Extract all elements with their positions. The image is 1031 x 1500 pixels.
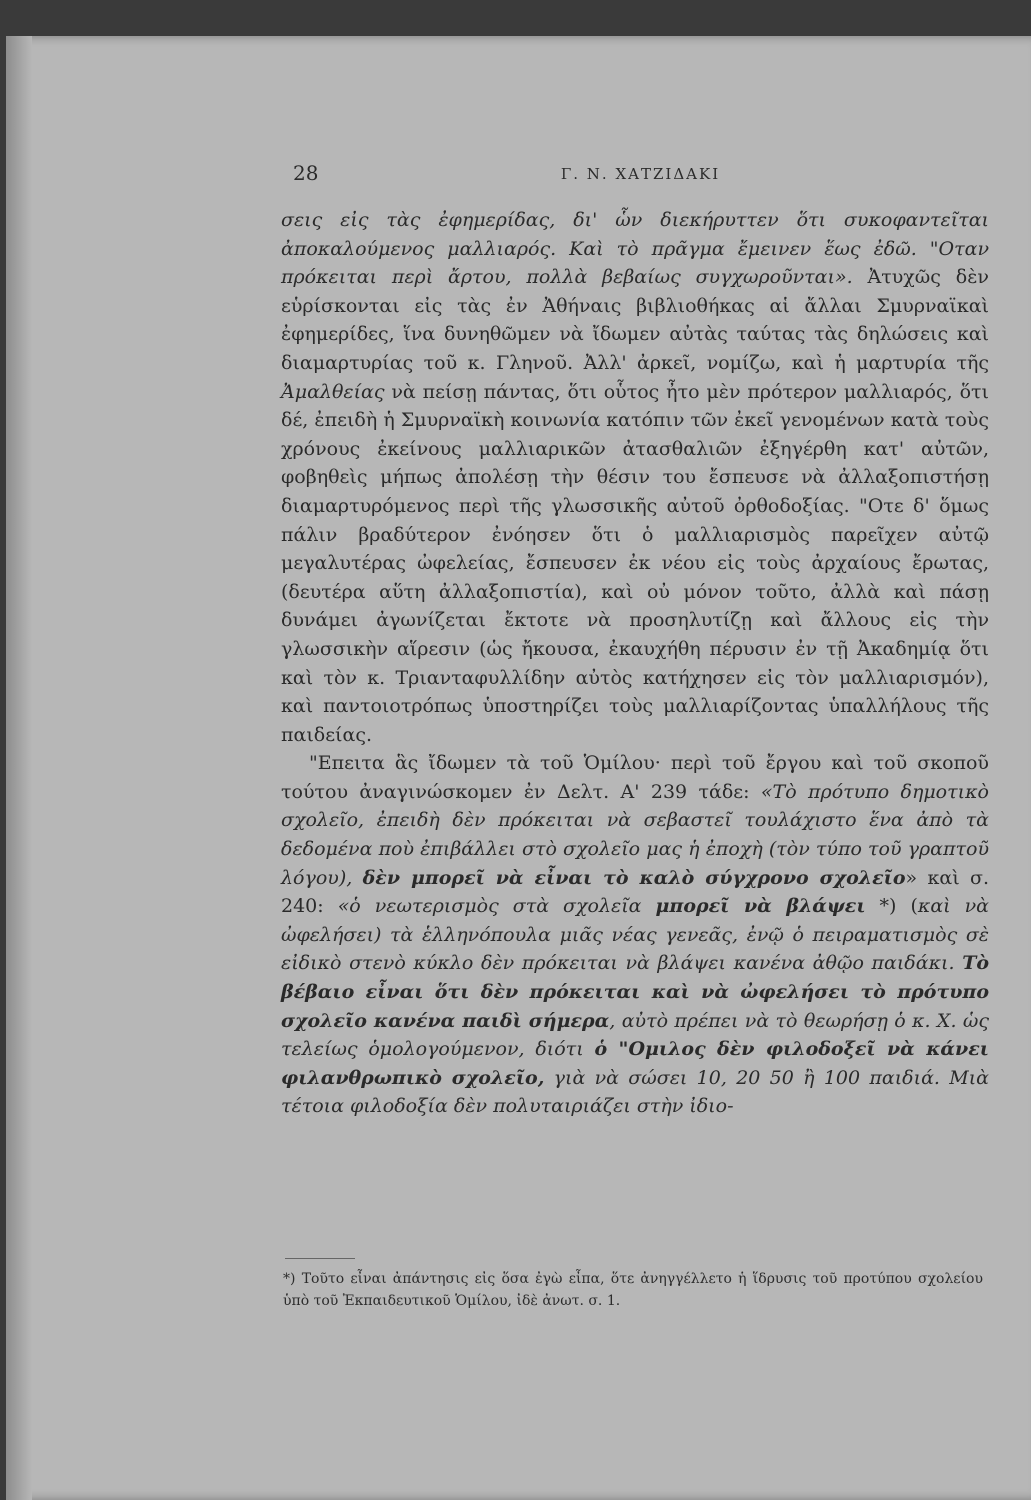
text-run: *) ( xyxy=(865,895,918,918)
paragraph-2 xyxy=(281,749,989,1121)
footnote-text: *) Τοῦτο εἶναι ἀπάντησις εἰς ὅσα ἐγὼ εἶπα, ὅτε ἀνηγγέλλετο ἡ ἵδρυσις τοῦ προτύπου σχολείου ὑπὸ τοῦ Ἐκπαιδευτικοῦ Ὁμίλου, ἰδὲ ἀνωτ. σ. 1. xyxy=(283,1271,983,1309)
journal-name: Ἀμαλθείας xyxy=(281,380,385,403)
page-number: 28 xyxy=(293,161,319,185)
emphasis-text: δὲν μπορεῖ νὰ εἶναι τὸ καλὸ σύγχρονο σχολεῖο xyxy=(362,866,906,889)
paragraph-1 xyxy=(281,206,989,749)
quote-text: «Τὸ πρότυπο δημοτικὸ σχολεῖο, ἐπειδὴ δὲν πρόκειται νὰ σεβαστεῖ τουλάχιστο ἕνα ἀπὸ τὰ δεδομένα ποὺ ἐπιβάλλει στὸ σχολεῖο μας ἡ ἐποχὴ (τὸν τύπο τοῦ γραπτοῦ λόγου), xyxy=(281,780,989,889)
running-title: Γ. Ν. ΧΑΤΖΙΔΑΚΙ xyxy=(560,165,721,183)
text-run: Ἀτυχῶς δὲν εὑρίσκονται εἰς τὰς ἐν Ἀθήναις βιβλιοθήκας αἱ ἄλλαι Σμυρναϊκαὶ ἐφημερίδες, ἵνα δυνηθῶμεν νὰ ἴδωμεν αὐτὰς ταύτας τὰς δηλώσεις καὶ διαμαρτυρίας τοῦ κ. Γληνοῦ. Ἀλλ' ἀρκεῖ, νομίζω, καὶ ἡ μαρτυρία τῆς xyxy=(281,266,989,374)
emphasis-text: μπορεῖ νὰ βλάψει xyxy=(655,895,866,918)
page-header xyxy=(293,161,988,191)
quote-text: γιὰ νὰ σώσει 10, 20 50 ἢ 100 παιδιά. Μιὰ τέτοια φιλοδοξία δὲν πολυταιριάζει στὴν ἰδιο- xyxy=(281,1066,989,1118)
emphasis-text: Τὸ βέβαιο εἶναι ὅτι δὲν πρόκειται καὶ νὰ ὠφελήσει τὸ πρότυπο σχολεῖο κανένα παιδὶ σήμερα xyxy=(281,952,989,1032)
quote-text: , αὐτὸ πρέπει νὰ τὸ θεωρήσῃ ὁ κ. Χ. ὡς τελείως ὁμολογούμενον, διότι xyxy=(281,1009,990,1061)
quote-text: σεις εἰς τὰς ἐφημερίδας, δι' ὧν διεκήρυττεν ὅτι συκοφαντεῖται ἀποκαλούμενος μαλλιαρός. Καὶ τὸ πρᾶγμα ἔμεινεν ἕως ἐδῶ. "Οταν πρόκειται περὶ ἄρτου, πολλὰ βεβαίως συγχωροῦνται». xyxy=(281,209,989,289)
body-text xyxy=(281,206,989,1121)
text-run: "Επειτα ἃς ἴδωμεν τὰ τοῦ Ὁμίλου· περὶ τοῦ ἔργου καὶ τοῦ σκοποῦ τούτου ἀναγινώσκομεν ἐν Δελτ. Α' 239 τάδε: xyxy=(281,752,989,803)
emphasis-text: ὁ "Ομιλος δὲν φιλοδοξεῖ νὰ κάνει φιλανθρωπικὸ σχολεῖο, xyxy=(281,1038,989,1089)
text-run: νὰ πείσῃ πάντας, ὅτι οὗτος ἦτο μὲν πρότερον μαλλιαρός, ὅτι δέ, ἐπειδὴ ἡ Σμυρναϊκὴ κοινωνία κατόπιν τῶν ἐκεῖ γενομένων κατὰ τοὺς χρόνους ἐκείνους μαλλιαρικῶν ἀτασθαλιῶν ἐξηγέρθη κατ' αὐτῶν, φοβηθεὶς μήπως ἀπολέσῃ τὴν θέσιν του ἔσπευσε νὰ ἀλλαξοπιστήσῃ διαμαρτυρόμενος περὶ τῆς γλωσσικῆς αὐτοῦ ὀρθοδοξίας. "Οτε δ' ὅμως πάλιν βραδύτερον ἐνόησεν ὅτι ὁ μαλλιαρισμὸς παρεῖχεν αὐτῷ μεγαλυτέρας ὠφελείας, ἔσπευσεν ἐκ νέου εἰς τοὺς ἀρχαίους ἔρωτας, (δευτέρα αὕτη ἀλλαξοπιστία), καὶ οὐ μόνον τοῦτο, ἀλλὰ καὶ πάσῃ δυνάμει ἀγωνίζεται ἔκτοτε νὰ προσηλυτίζῃ καὶ ἄλλους εἰς τὴν γλωσσικὴν αἵρεσιν (ὡς ἤκουσα, ἐκαυχήθη πέρυσιν ἐν τῇ Ἀκαδημίᾳ ὅτι καὶ τὸν κ. Τριανταφυλλίδην αὐτὸς κατήχησεν εἰς τὸν μαλλιαρισμόν), καὶ παντοιοτρόπως ὑποστηρίζει τοὺς μαλλιαρίζοντας ὑπαλλήλους τῆς παιδείας. xyxy=(281,380,989,746)
footnote xyxy=(283,1268,983,1312)
quote-text: «ὁ νεωτερισμὸς στὰ σχολεῖα xyxy=(337,895,656,918)
text-run: » καὶ σ. 240: xyxy=(281,866,989,918)
footnote-divider xyxy=(285,1258,355,1259)
quote-text: καὶ νὰ ὠφελήσει) τὰ ἑλληνόπουλα μιᾶς νέας γενεᾶς, ἐνῷ ὁ πειραματισμὸς σὲ εἰδικὸ στενὸ κύκλο δὲν πρόκειται νὰ βλάψει κανένα ἀθῷο παιδάκι. xyxy=(281,895,990,975)
